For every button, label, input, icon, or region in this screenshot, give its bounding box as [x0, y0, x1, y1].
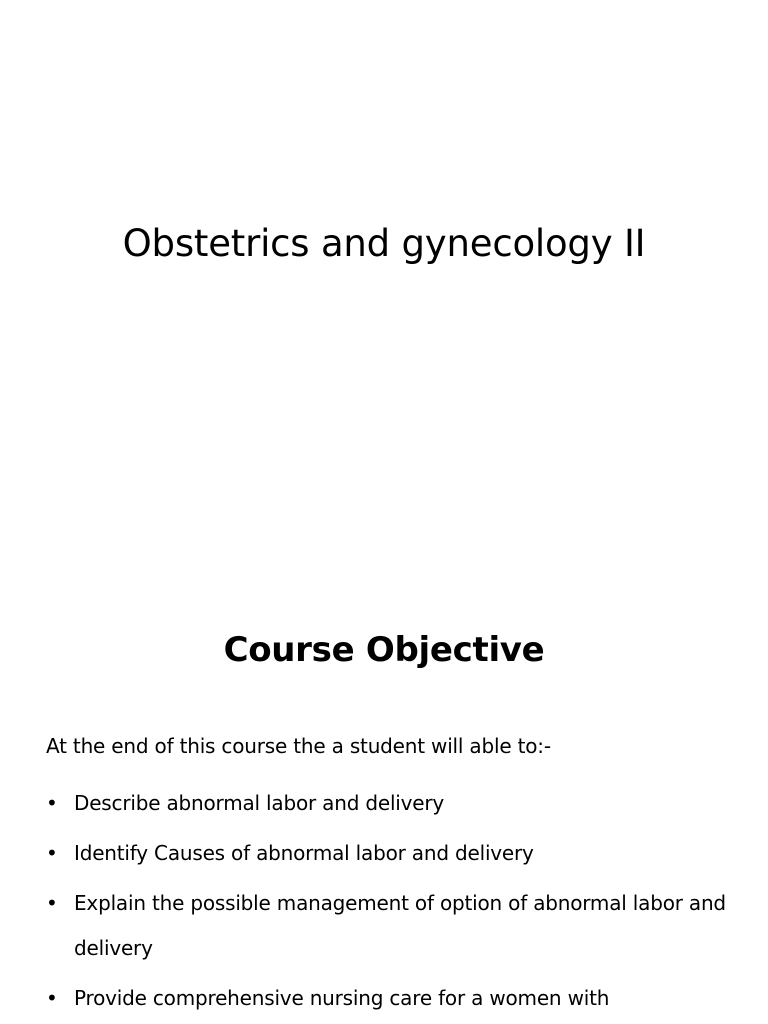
bullet-icon: •: [46, 841, 58, 865]
objective-list: [46, 781, 726, 1024]
bullet-icon: •: [46, 891, 58, 915]
intro-text: At the end of this course the a student will able to:-: [46, 734, 551, 758]
list-item-text: Describe abnormal labor and delivery: [74, 791, 445, 815]
list-item: [46, 781, 726, 826]
list-item-text: Identify Causes of abnormal labor and delivery: [74, 841, 534, 865]
list-item: [46, 976, 726, 1021]
list-item: [46, 831, 726, 876]
bullet-icon: •: [46, 791, 58, 815]
slide-title: Obstetrics and gynecology II: [122, 222, 646, 265]
course-objective-slide: [0, 576, 768, 1024]
list-item-text: Explain the possible management of option of abnormal labor and delivery: [74, 891, 726, 960]
list-item: [46, 881, 726, 971]
bullet-icon: •: [46, 986, 58, 1010]
list-item-text: Provide comprehensive nursing care for a women with: [74, 986, 610, 1010]
slide-heading: Course Objective: [223, 630, 545, 670]
